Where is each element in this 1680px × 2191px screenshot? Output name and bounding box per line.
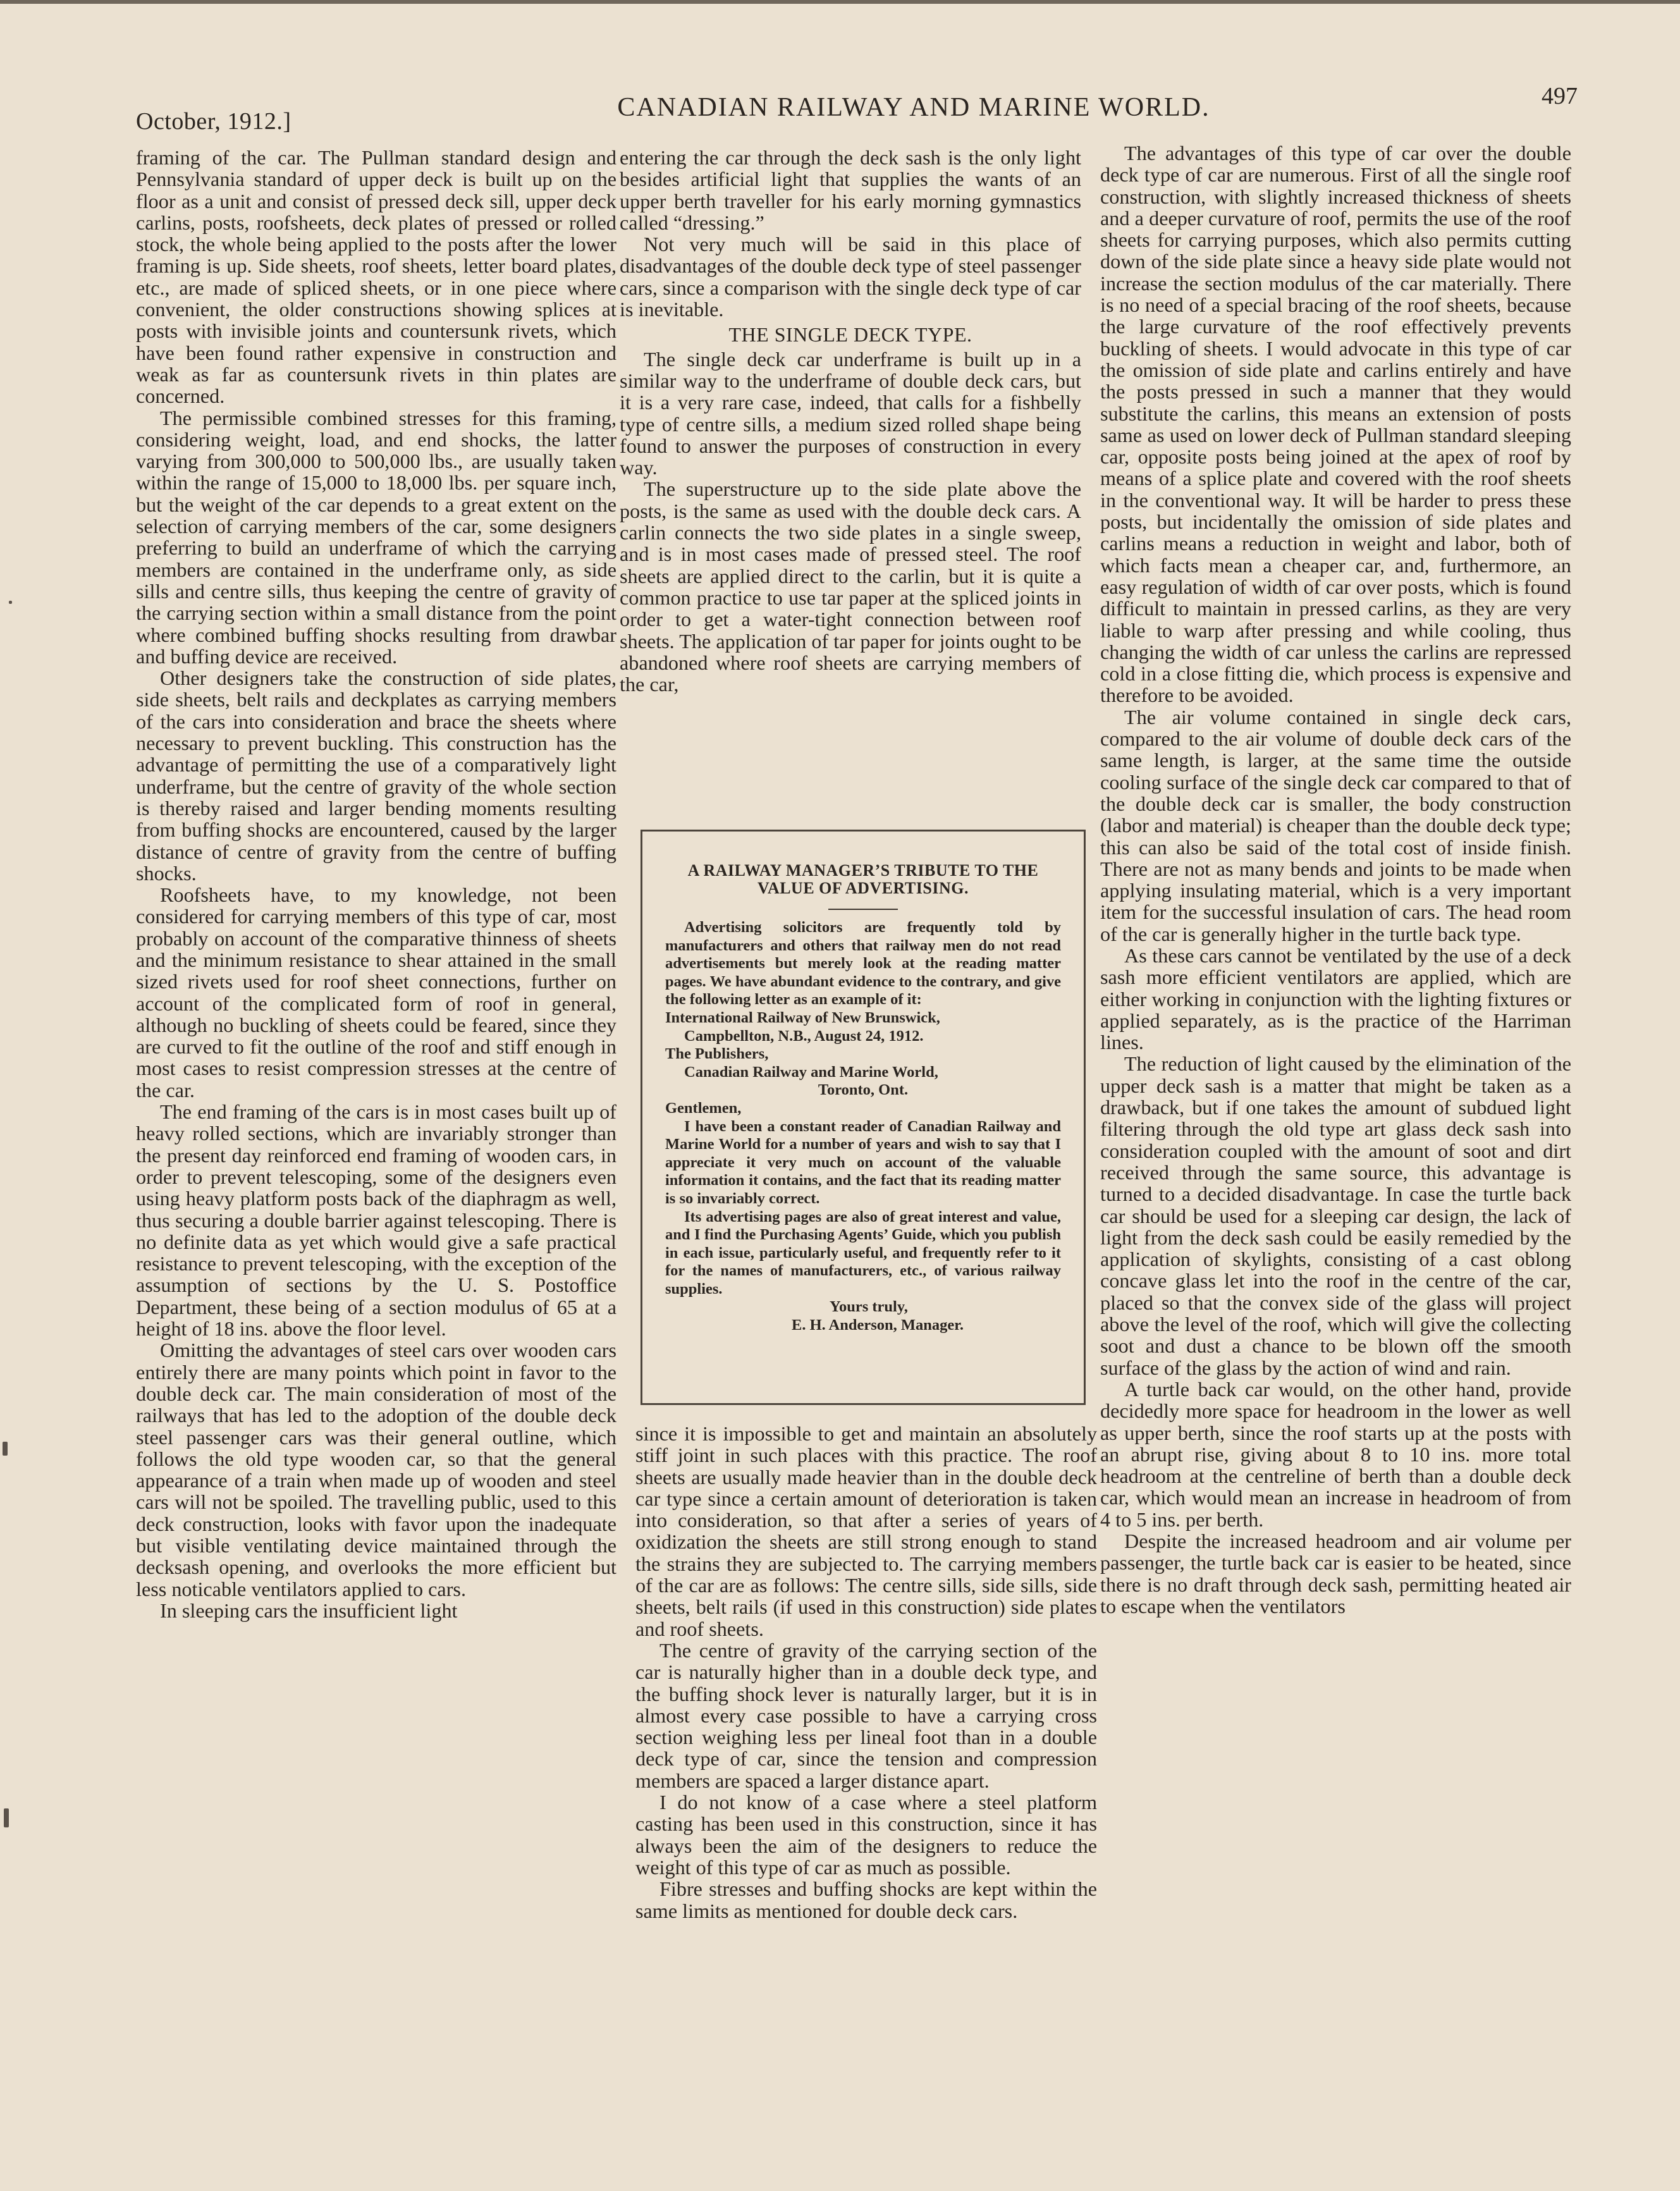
box-intro: Advertising solicitors are frequently told by manufacturers and others that railway men do not read advertisements but merely look at the reading matter pages. We have abundant evidence to the contrary, and give the following letter as an example of it: <box>665 919 1061 1009</box>
letter-closing: Yours truly, <box>830 1298 908 1316</box>
paragraph: The superstructure up to the side plate above the posts, is the same as used with the double deck cars. A carlin connects the two side plates in a single sweep, and is in most cases made of pressed steel. The roof sheets are applied direct to the carlin, but it is quite a common practice to use tar paper at the spliced joints in order to get a water-tight connection between roof sheets. The application of tar paper for joints ought to be abandoned where roof sheets are carrying members of the car, <box>620 477 1081 696</box>
box-body <box>665 919 1061 1335</box>
paragraph: Not very much will be said in this place of disadvantages of the double deck type of steel passenger cars, since a comparison with the single deck type of car is inevitable. <box>620 233 1081 321</box>
paragraph: Other designers take the construction of side plates, side sheets, belt rails and deckplates as carrying members of the cars into consideration and brace the sheets where necessary to prevent buckling. This construction has the advantage of permitting the use of a comparatively light underframe, but the centre of gravity of the whole section is thereby raised and larger bending moments resulting from buffing shocks are encountered, caused by the larger distance of centre of gravity from the centre of buffing shocks. <box>136 666 616 885</box>
letter-paragraph: Its advertising pages are also of great interest and value, and I find the Purchasing Agents’ Guide, which you publish in each issue, particularly useful, and frequently refer to it for the names of manufacturers, etc., of various railway supplies. <box>665 1208 1061 1298</box>
paragraph: In sleeping cars the insufficient light <box>160 1599 458 1622</box>
paragraph: Roofsheets have, to my knowledge, not been considered for carrying members of this type of car, most probably on account of the comparative thinness of sheets and the minimum resistance to shear attained in the small sized rivets used for roof sheet connections, further on account of the complicated form of roof in general, although no buckling of sheets could be feared, since they are curved to fit the outline of the roof and stiff enough in most cases to resist compression stresses at the centre of the car. <box>136 883 616 1102</box>
paragraph: The air volume contained in single deck cars, compared to the air volume of double deck cars of the same length, is larger, at the same time the outside cooling surface of the single deck car compared to that of the double deck car is smaller, the body construction (labor and material) is cheaper than the double deck type; this can also be said of the total cost of inside finish. There are not as many bends and joints to be made when applying insulating material, which is a very important item for the successful insulation of cars. The head room of the car is generally higher in the turtle back type. <box>1100 705 1571 945</box>
paragraph: Despite the increased headroom and air volume per passenger, the turtle back car is easier to be heated, since there is no draft through deck sash, permitting heated air to escape when the ventilators <box>1100 1530 1571 1617</box>
letter-sender-location: Campbellton, N.B., August 24, 1912. <box>684 1027 924 1045</box>
letter-addressee-name: Canadian Railway and Marine World, <box>684 1063 938 1081</box>
page-number: 497 <box>1542 83 1578 109</box>
paragraph: The single deck car underframe is built up in a similar way to the underframe of double deck cars, but it is a very rare case, indeed, that calls for a fishbelly type of centre sills, a medium sized rolled shape being found to answer the purposes of construction in every way. <box>620 347 1081 479</box>
column-1 <box>136 147 616 2094</box>
paragraph: The centre of gravity of the carrying section of the car is naturally higher than in a double deck type, and the buffing shock lever is naturally larger, but it is in almost every case possible to have a carrying cross section weighing less per lineal foot than in a double deck type of car, since the tension and compression members are spaced a larger distance apart. <box>635 1638 1097 1792</box>
binding-mark <box>9 601 12 604</box>
letter-paragraph: I have been a constant reader of Canadian Railway and Marine World for a number of years and wish to say that I appreciate it very much on account of the valuable information it contains, and the fact that its reading matter is so invariably correct. <box>665 1117 1061 1207</box>
paragraph: Omitting the advantages of steel cars over wooden cars entirely there are many points which point in favor to the double deck car. The main consideration of most of the railways that has led to the adoption of the double deck steel passenger cars was their general outline, which follows the old type wooden car, so that the general appearance of a train when made up of wooden and steel cars will not be spoiled. The travelling public, used to this deck construction, looks with favor upon the inadequate but visible ventilating device maintained through the decksash opening, and overlooks the more efficient but less noticable ventilators applied to cars. <box>136 1339 616 1600</box>
top-border-rule <box>0 0 1680 4</box>
letter-addressee: The Publishers, <box>665 1045 769 1063</box>
letter-sender: International Railway of New Brunswick, <box>665 1009 940 1026</box>
column-2-bottom <box>635 1423 1097 1922</box>
column-2-top <box>620 147 1081 695</box>
issue-date: October, 1912.] <box>136 108 291 135</box>
paragraph: The reduction of light caused by the elimination of the upper deck sash is a matter that might be taken as a drawback, but if one takes the amount of subdued light filtering through the old type art glass deck sash into consideration coupled with the amount of soot and dirt received through the same source, this advantage is turned to a decided disadvantage. In case the turtle back car should be used for a sleeping car design, the lack of light from the deck sash could be easily remedied by the application of skylights, consisting of a cast oblong concave glass let into the roof in the centre of the car, placed so that the convex side of the glass will project above the level of the roof, which will give the collecting soot and dust a chance to be blown off the smooth surface of the glass by the action of wind and rain. <box>1100 1052 1571 1379</box>
binding-mark <box>4 1808 9 1827</box>
paragraph: The permissible combined stresses for this framing, considering weight, load, and end shocks, the latter varying from 300,000 to 500,000 lbs., are usually taken within the range of 15,000 to 18,000 lbs. per square inch, but the weight of the car depends to a great extent on the selection of carrying members of the car, some designers preferring to build an underframe of which the carrying members are contained in the underframe only, as side sills and centre sills, thus keeping the centre of gravity of the carrying section within a small distance from the point where combined buffing shocks resulting from drawbar and buffing device are received. <box>136 406 616 668</box>
running-header <box>136 82 1578 133</box>
paragraph: A turtle back car would, on the other hand, provide decidedly more space for headroom in the lower as well as upper berth, since the roof starts up at the posts with an abrupt rise, giving about 8 to 10 ins. more total headroom at the centreline of berth than a double deck car, which would mean an increase in headroom of from 4 to 5 ins. per berth. <box>1100 1377 1571 1531</box>
paragraph: I do not know of a case where a steel platform casting has been used in this construction, since it has always been the aim of the designers to reduce the weight of this type of car as much as possible. <box>635 1791 1097 1879</box>
letter-addressee-city: Toronto, Ont. <box>818 1081 909 1099</box>
advertising-tribute-box <box>641 830 1086 1405</box>
letter-signature: E. H. Anderson, Manager. <box>792 1316 964 1334</box>
paragraph: As these cars cannot be ventilated by the use of a deck sash more efficient ventilators are applied, which are either working in conjunction with the lighting fixtures or applied separately, as is the practice of the Harriman lines. <box>1100 943 1571 1054</box>
paragraph: since it is impossible to get and maintain an absolutely stiff joint in such places with this practice. The roof sheets are usually made heavier than in the double deck car type since a certain amount of deterioration is taken into consideration, so that after a series of years of oxidization the sheets are still strong enough to stand the strains they are subjected to. The carrying members of the car are as follows: The centre sills, side sills, side sheets, belt rails (if used in this construction) side plates and roof sheets. <box>635 1422 1097 1640</box>
box-divider <box>828 909 898 910</box>
paragraph: The advantages of this type of car over the double deck type of car are numerous. First of all the single roof construction, with slightly increased thickness of sheets and a deeper curvature of roof, permits the use of the roof sheets for carrying purposes, which also permits cutting down of the side plate since a heavy side plate would not increase the section modulus of the car materially. There is no need of a special bracing of the roof sheets, because the large curvature of the roof effectively prevents buckling of sheets. I would advocate in this type of car the omission of side plate and carlins entirely and have the posts pressed in such a manner that they would substitute the carlins, this means an extension of posts same as used on lower deck of Pullman standard sleeping car, opposite posts being joined at the apex of roof by means of a splice plate and covered with the roof sheets in the conventional way. It will be harder to press these posts, but incidentally the omission of side plates and carlins means a reduction in weight and labor, both of which facts mean a cheaper car, and, furthermore, an easy regulation of width of car over posts, which is found difficult to maintain in pressed carlins, as they are very liable to warp after pressing and while cooling, thus changing the width of car unless the carlins are repressed cold in a close fitting die, which process is expensive and therefore to be avoided. <box>1100 142 1571 707</box>
box-title: A RAILWAY MANAGER’S TRIBUTE TO THE VALUE OF ADVERTISING. <box>687 861 1039 897</box>
column-3 <box>1100 142 1571 1617</box>
letter-salutation: Gentlemen, <box>665 1099 742 1117</box>
publication-title: CANADIAN RAILWAY AND MARINE WORLD. <box>617 93 1210 122</box>
paragraph: The end framing of the cars is in most cases built up of heavy rolled sections, which are invariably stronger than the present day reinforced end framing of wooden cars, in order to prevent telescoping, some of the designers even using heavy platform posts back of the diaphragm as well, thus securing a double barrier against telescoping. There is no definite data as yet which would give a safe practical resistance to prevent telescoping, with the exception of the assumption of sections by the U. S. Postoffice Department, these being of a section modulus of 65 at a height of 18 ins. above the floor level. <box>136 1100 616 1341</box>
binding-mark <box>3 1442 8 1456</box>
section-heading: THE SINGLE DECK TYPE. <box>728 323 972 347</box>
paragraph: framing of the car. The Pullman standard design and Pennsylvania standard of upper deck is built up on the floor as a unit and consist of pressed deck sill, upper deck carlins, posts, roofsheets, deck plates of pressed or rolled stock, the whole being applied to the posts after the lower framing is up. Side sheets, roof sheets, letter board plates, etc., are made of spliced sheets, or in one piece where convenient, the older constructions showing splices at posts with invisible joints and countersunk rivets, which have been found rather expensive in construction and weak as far as countersunk rivets in thin plates are concerned. <box>136 146 616 408</box>
paragraph: entering the car through the deck sash is the only light besides artificial light that supplies the wants of an upper berth traveller for his early morning gymnastics called “dressing.” <box>620 146 1081 234</box>
paragraph: Fibre stresses and buffing shocks are kept within the same limits as mentioned for double deck cars. <box>635 1877 1097 1922</box>
